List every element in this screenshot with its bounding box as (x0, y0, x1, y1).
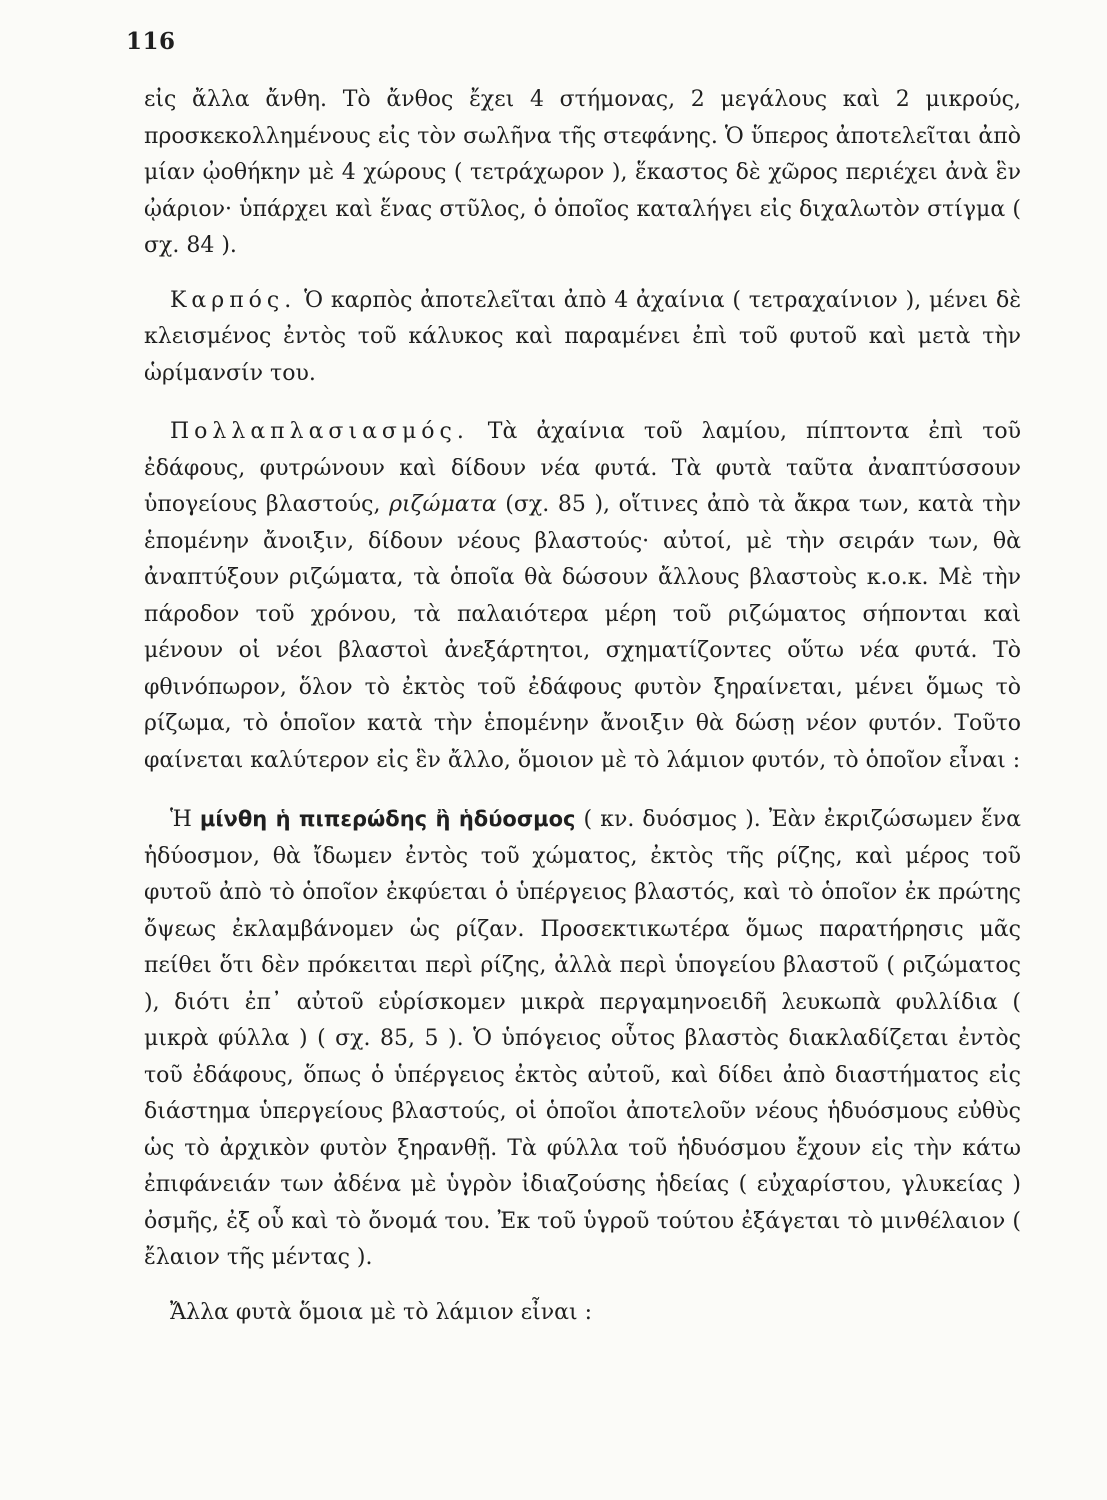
paragraph-flower-description: εἰς ἄλλα ἄνθη. Τὸ ἄνθος ἔχει 4 στήμονας, 2 μεγάλους καὶ 2 μικρούς, προσκεκολλημένους εἰς τὸν σωλῆνα τῆς στεφάνης. Ὁ ὕπερος ἀποτελεῖται ἀπὸ μίαν ᾠοθήκην μὲ 4 χώρους ( τετράχωρον ), ἕκαστος δὲ χῶρος περιέχει ἀνὰ ἓν ᾠάριον· ὑπάρχει καὶ ἕνας στῦλος, ὁ ὁποῖος καταλήγει εἰς διχαλωτὸν στίγμα ( σχ. 84 ). (144, 87, 1021, 258)
text-mint: ( κν. δυόσμος ). Ἐὰν ἐκριζώσωμεν ἕνα ἡδύοσμον, θὰ ἴδωμεν ἐντὸς τοῦ χώματος, ἐκτὸς τῆς ρίζης, καὶ μέρος τοῦ φυτοῦ ἀπὸ τὸ ὁποῖον ἐκφύεται ὁ ὑπέργειος βλαστός, καὶ τὸ ὁποῖον ἐκ πρώτης ὄψεως ἐκλαμβάνομεν ὡς ρίζαν. Προσεκτικωτέρα ὅμως παρατήρησις μᾶς πείθει ὅτι δὲν πρόκειται περὶ ρίζης, ἀλλὰ περὶ ὑπογείου βλαστοῦ ( ριζώματος ), διότι ἐπ᾽ αὐτοῦ εὑρίσκομεν μικρὰ περγαμηνοειδῆ λευκωπὰ φυλλίδια ( μικρὰ φύλλα ) ( σχ. 85, 5 ). Ὁ ὑπόγειος οὗτος βλαστὸς διακλαδίζεται ἐντὸς τοῦ ἐδάφους, ὅπως ὁ ὑπέργειος ἐκτὸς αὐτοῦ, καὶ δίδει ἀπὸ διαστήματος εἰς διάστημα ὑπεργείους βλαστούς, οἱ ὁποῖοι ἀποτελοῦν νέους ἡδυόσμους εὐθὺς ὡς τὸ ἀρχικὸν φυτὸν ξηρανθῇ. Τὰ φύλλα τοῦ ἡδυόσμου ἔχουν εἰς τὴν κάτω ἐπιφάνειάν των ἀδένα μὲ ὑγρὸν ἰδιαζούσης ἡδείας ( εὐχαρίστου, γλυκείας ) ὀσμῆς, ἐξ οὗ καὶ τὸ ὄνομά του. Ἐκ τοῦ ὑγροῦ τούτου ἐξάγεται τὸ μινθέλαιον ( ἔλαιον τῆς μέντας ). (144, 807, 1021, 1270)
text-fruit: Ὁ καρπὸς ἀποτελεῖται ἀπὸ 4 ἀχαίνια ( τετραχαίνιον ), μένει δὲ κλεισμένος ἐντὸς τοῦ κάλυκος καὶ παραμένει ἐπὶ τοῦ φυτοῦ καὶ μετὰ τὴν ὡρίμανσίν του. (144, 287, 1021, 386)
term-rhizomes: ριζώματα (389, 492, 497, 517)
body-text (144, 82, 1021, 1331)
heading-fruit: Καρπός. (170, 287, 297, 313)
page-number: 116 (126, 28, 176, 55)
text-mint-lead: Ἡ (170, 807, 200, 832)
paragraph-fruit (144, 283, 1021, 393)
paragraph-mint (144, 801, 1021, 1277)
paragraph-other-plants: Ἄλλα φυτὰ ὅμοια μὲ τὸ λάμιον εἶναι : (170, 1299, 593, 1325)
term-mint: μίνθη ἡ πιπερώδης ἢ ἡδύοσμος (199, 807, 576, 831)
heading-propagation: Πολλαπλασιασμός. (170, 419, 469, 444)
text-propagation-a: Τὰ ἀχαίνια τοῦ λαμίου, πίπτοντα ἐπὶ τοῦ ἐδάφους, φυτρώνουν καὶ δίδουν νέα φυτά. Τὰ φυτὰ ταῦτα ἀναπτύσσουν ὑπογείους βλαστούς, (144, 419, 1021, 517)
paragraph-propagation (144, 414, 1021, 779)
text-propagation-b: (σχ. 85 ), οἵτινες ἀπὸ τὰ ἄκρα των, κατὰ τὴν ἑπομένην ἄνοιξιν, δίδουν νέους βλαστούς· αὐτοί, μὲ τὴν σειράν των, θὰ ἀναπτύξουν ριζώματα, τὰ ὁποῖα θὰ δώσουν ἄλλους βλαστοὺς κ.ο.κ. Μὲ τὴν πάροδον τοῦ χρόνου, τὰ παλαιότερα μέρη τοῦ ριζώματος σήπονται καὶ μένουν οἱ νέοι βλαστοὶ ἀνεξάρτητοι, σχηματίζοντες οὕτω νέα φυτά. Τὸ φθινόπωρον, ὅλον τὸ ἐκτὸς τοῦ ἐδάφους φυτὸν ξηραίνεται, μένει ὅμως τὸ ρίζωμα, τὸ ὁποῖον κατὰ τὴν ἑπομένην ἄνοιξιν θὰ δώσῃ νέον φυτόν. Τοῦτο φαίνεται καλύτερον εἰς ἓν ἄλλο, ὅμοιον μὲ τὸ λάμιον φυτόν, τὸ ὁποῖον εἶναι : (144, 492, 1021, 773)
